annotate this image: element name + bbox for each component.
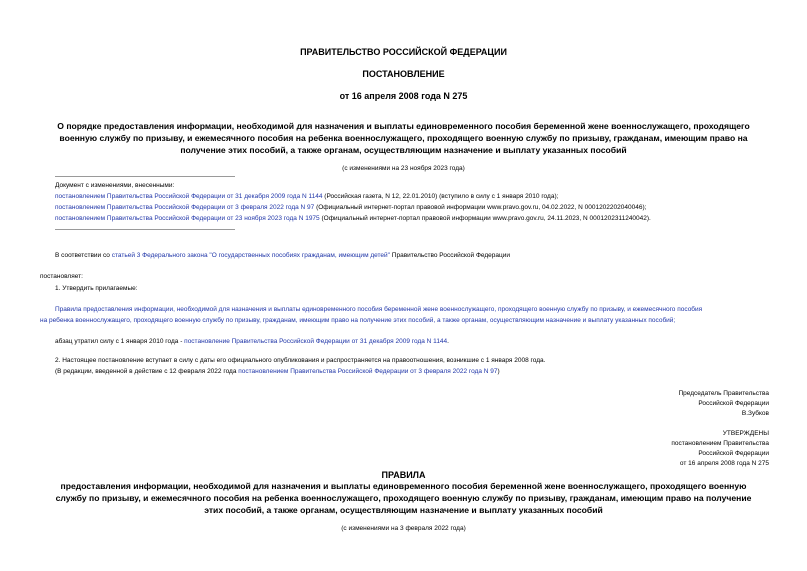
rules-heading: ПРАВИЛА xyxy=(381,470,426,480)
item-2: 2. Настоящее постановление вступает в силу с даты его официального опубликования и распространяется на правоотношения, возникшие с 1 января 2008 года. xyxy=(55,357,546,364)
government-name: ПРАВИТЕЛЬСТВО РОССИЙСКОЙ ФЕДЕРАЦИИ xyxy=(300,47,507,57)
amendment-item xyxy=(55,193,558,200)
law-link[interactable]: статьей 3 Федерального закона "О государственных пособиях гражданам, имеющим детей" xyxy=(111,252,390,259)
approval-line: постановлением Правительства xyxy=(671,440,769,447)
amendment-item xyxy=(55,215,651,222)
approval-line: от 16 апреля 2008 года N 275 xyxy=(679,460,769,467)
document-type: ПОСТАНОВЛЕНИЕ xyxy=(362,69,445,79)
preamble-text: В соответствии со xyxy=(55,252,112,259)
edition-text: (В редакции, введенной в действие с 12 февраля 2022 года xyxy=(55,368,239,375)
signature-name: В.Зубков xyxy=(741,410,769,417)
repealed-paragraph xyxy=(55,338,449,345)
rules-link-line[interactable]: Правила предоставления информации, необходимой для назначения и выплаты единовременного пособия беременной жене военнослужащего, проходящего военную службу по призыву, и ежемесячного пособия xyxy=(55,306,703,313)
rules-title-line: этих пособий, а также органам, осуществляющим назначение и выплату указанных пособий xyxy=(204,505,603,515)
amendment-item xyxy=(55,204,646,211)
signature-block xyxy=(678,389,769,419)
edition-text: ) xyxy=(497,368,500,375)
divider xyxy=(55,176,235,177)
amendment-link[interactable]: постановлением Правительства Российской Федерации от 3 февраля 2022 года N 97 xyxy=(55,204,315,211)
amendment-link[interactable]: постановлением Правительства Российской Федерации от 31 декабря 2009 года N 1144 xyxy=(55,193,323,200)
repeal-decree-link[interactable]: постановление Правительства Российской Федерации от 31 декабря 2009 года N 1144 xyxy=(184,338,448,345)
changes-note: (с изменениями на 23 ноября 2023 года) xyxy=(342,165,465,172)
preamble-text: Правительство Российской Федерации xyxy=(390,252,510,259)
amendment-details: (Официальный интернет-портал правовой информации www.pravo.gov.ru, 24.11.2023, N 0001202311240042). xyxy=(319,215,651,222)
edition-note xyxy=(55,368,500,375)
preamble xyxy=(55,252,510,259)
document-date-number: от 16 апреля 2008 года N 275 xyxy=(339,91,468,101)
rules-link-line[interactable]: на ребенка военнослужащего, проходящего военную службу по призыву, гражданам, имеющим право на получение этих пособий, а также органам, осуществляющим назначение и выплату указанных пособий; xyxy=(40,317,676,324)
approval-block xyxy=(671,429,769,469)
title-line: военную службу по призыву, и ежемесячного пособия на ребенка военнослужащего, проходящего военную службу по призыву, гражданам, имеющим право на xyxy=(59,133,748,143)
rules-title-line: службу по призыву, и ежемесячного пособия на ребенка военнослужащего, проходящего военную службу по призыву, гражданам, имеющим право на получение xyxy=(55,493,752,503)
approval-line: Российской Федерации xyxy=(698,450,769,457)
signature-line: Председатель Правительства xyxy=(678,390,769,397)
edition-decree-link[interactable]: постановлением Правительства Российской Федерации от 3 февраля 2022 года N 97 xyxy=(238,368,498,375)
amendments-heading: Документ с изменениями, внесенными: xyxy=(55,182,175,189)
item-1: 1. Утвердить прилагаемые: xyxy=(55,285,138,292)
amendment-details: (Официальный интернет-портал правовой информации www.pravo.gov.ru, 04.02.2022, N 0001202202040046); xyxy=(314,204,647,211)
repealed-text: абзац утратил силу с 1 января 2010 года - xyxy=(55,338,185,345)
rules-title-line: предоставления информации, необходимой для назначения и выплаты единовременного пособия беременной жене военнослужащего, проходящего военную xyxy=(60,481,747,491)
amendment-link[interactable]: постановлением Правительства Российской Федерации от 23 ноября 2023 года N 1975 xyxy=(55,215,320,222)
signature-line: Российской Федерации xyxy=(698,400,769,407)
title-line: О порядке предоставления информации, необходимой для назначения и выплаты единовременного пособия беременной жене военнослужащего, проходящего xyxy=(57,121,750,131)
repealed-text: . xyxy=(447,338,449,345)
title-line: получение этих пособий, а также органам, осуществляющим назначение и выплату указанных пособий xyxy=(180,145,627,155)
approval-line: УТВЕРЖДЕНЫ xyxy=(722,430,769,437)
document-title xyxy=(0,120,807,156)
decrees-word: постановляет: xyxy=(40,273,83,280)
rules-changes-note: (с изменениями на 3 февраля 2022 года) xyxy=(341,525,466,532)
rules-title xyxy=(0,480,807,516)
amendment-details: (Российская газета, N 12, 22.01.2010) (вступило в силу с 1 января 2010 года); xyxy=(322,193,559,200)
divider xyxy=(55,229,235,230)
